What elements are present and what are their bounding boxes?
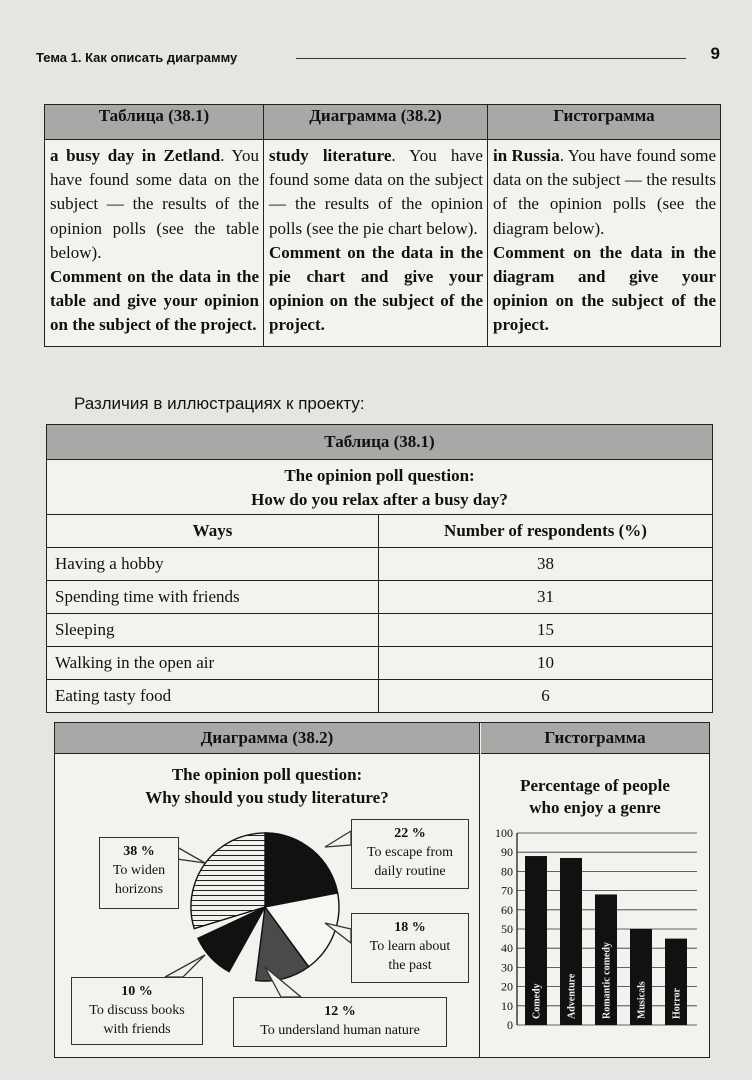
histogram-section-title: Гистограмма	[481, 723, 709, 754]
callout-text: To widen	[112, 863, 166, 878]
y-tick-label: 40	[501, 941, 513, 956]
pointer-escape-routine	[325, 831, 351, 847]
bar-category-label: Adventure	[566, 973, 578, 1019]
way-label: Eating tasty food	[47, 680, 379, 713]
table-row	[47, 614, 713, 647]
charts-box	[54, 722, 710, 1058]
way-label: Spending time with friends	[47, 581, 379, 614]
y-tick-label: 20	[501, 979, 513, 994]
project-table	[44, 104, 721, 347]
callout-percent: 10 %	[121, 984, 153, 999]
respondents-value: 6	[379, 680, 713, 713]
poll-question	[47, 460, 713, 515]
histogram-title-line2: who enjoy a genre	[529, 798, 661, 817]
table-row	[47, 581, 713, 614]
callout-text: daily routine	[374, 864, 446, 879]
cell-task: Comment on the data in the diagram and give your opinion on the subject of the project.	[493, 242, 716, 335]
col-header-respondents: Number of respondents (%)	[379, 515, 713, 548]
callout-percent: 18 %	[394, 920, 426, 935]
callout-percent: 38 %	[123, 844, 155, 859]
callout-percent: 22 %	[394, 826, 426, 841]
project-cell-histogram	[488, 140, 721, 347]
callout-text: To escape from	[366, 845, 454, 860]
cell-body: . You have found some data on the subject — the results of the opinion polls (see the diagram below).	[493, 146, 716, 238]
callout-human-nature	[233, 997, 447, 1047]
way-label: Having a hobby	[47, 548, 379, 581]
callout-percent: 12 %	[324, 1004, 356, 1019]
callout-text: the past	[388, 958, 432, 973]
poll-question-line2: How do you relax after a busy day?	[251, 490, 508, 509]
callout-text: To discuss books	[89, 1003, 185, 1018]
table-row	[47, 647, 713, 680]
cell-lead: study literature	[269, 146, 392, 165]
page-header-title: Тема 1. Как описать диаграмму	[36, 50, 238, 65]
pointer-discuss-books	[165, 955, 205, 977]
bar-category-label: Musicals	[636, 981, 648, 1019]
cell-lead: a busy day in Zetland	[50, 146, 221, 165]
header-rule	[296, 58, 686, 59]
respondents-value: 10	[379, 647, 713, 680]
way-label: Sleeping	[47, 614, 379, 647]
project-cell-table	[45, 140, 264, 347]
callout-text: To undersland human nature	[260, 1023, 420, 1038]
respondents-value: 15	[379, 614, 713, 647]
bar-category-label: Comedy	[531, 983, 543, 1019]
y-tick-label: 70	[501, 883, 513, 898]
cell-lead: in Russia	[493, 146, 560, 165]
cell-body: . You have found some data on the subject — the results of the opinion polls (see the table below).	[50, 146, 259, 262]
bar-chart	[495, 826, 697, 1032]
respondents-value: 38	[379, 548, 713, 581]
cell-task: Comment on the data in the table and give your opinion on the subject of the project.	[50, 267, 259, 335]
pointer-widen-horizons	[177, 847, 205, 863]
y-tick-label: 90	[501, 845, 513, 860]
y-tick-label: 0	[507, 1018, 513, 1032]
y-tick-label: 30	[501, 960, 513, 975]
table-row	[47, 680, 713, 713]
page-number: 9	[710, 44, 720, 63]
poll-table-title: Таблица (38.1)	[47, 425, 713, 460]
respondents-value: 31	[379, 581, 713, 614]
y-tick-label: 60	[501, 902, 513, 917]
bar-category-label: Horror	[671, 988, 683, 1019]
y-tick-label: 80	[501, 864, 513, 879]
cell-body: . You have found some data on the subject — the results of the opinion polls (see the pie chart below).	[269, 146, 483, 238]
callout-widen-horizons	[99, 837, 179, 909]
differences-heading: Различия в иллюстрациях к проекту:	[74, 394, 365, 413]
callout-text: To learn about	[369, 939, 451, 954]
histogram-title-line1: Percentage of people	[520, 776, 670, 795]
pie-section-title: Диаграмма (38.2)	[55, 723, 479, 754]
bar-category-label: Romantic comedy	[601, 942, 613, 1019]
column-header-histogram: Гистограмма	[488, 105, 721, 140]
callout-learn-past	[351, 913, 469, 983]
callout-escape-routine	[351, 819, 469, 889]
table-row	[47, 548, 713, 581]
cell-task: Comment on the data in the pie chart and give your opinion on the subject of the project.	[269, 242, 483, 335]
poll-question-line1: The opinion poll question:	[284, 466, 475, 485]
pie-question-line2: Why should you study literature?	[145, 788, 389, 807]
column-header-diagram: Диаграмма (38.2)	[264, 105, 488, 140]
col-header-ways: Ways	[47, 515, 379, 548]
pie-question-line1: The opinion poll question:	[171, 765, 363, 784]
y-tick-label: 50	[501, 922, 513, 936]
callout-text: horizons	[114, 882, 164, 897]
poll-table	[46, 424, 713, 713]
page-header	[36, 44, 726, 72]
way-label: Walking in the open air	[47, 647, 379, 680]
y-tick-label: 10	[501, 998, 513, 1013]
y-tick-label: 100	[495, 826, 513, 840]
pie-chart	[191, 833, 339, 981]
column-header-table: Таблица (38.1)	[45, 105, 264, 140]
callout-discuss-books	[71, 977, 203, 1045]
callout-text: with friends	[103, 1022, 171, 1037]
project-cell-diagram	[264, 140, 488, 347]
